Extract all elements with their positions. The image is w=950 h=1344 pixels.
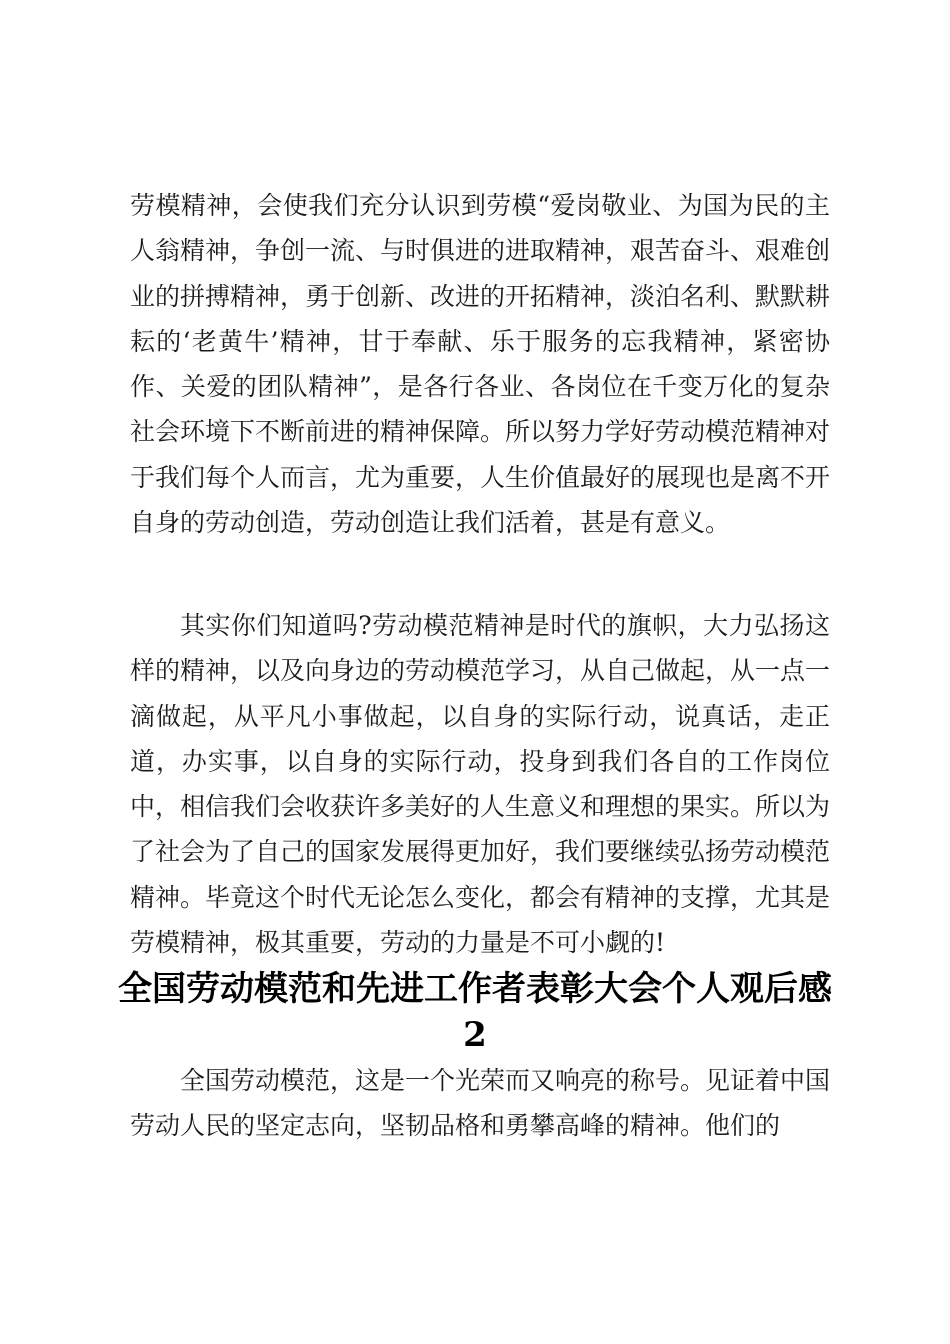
section-paragraph: 全国劳动模范，这是一个光荣而又响亮的称号。见证着中国劳动人民的坚定志向，坚韧品格和勇攀高峰的精神。他们的 (130, 1066, 831, 1141)
body-paragraph-1: 劳模精神，会使我们充分认识到劳模“爱岗敬业、为国为民的主人翁精神，争创一流、与时俱进的进取精神，艰苦奋斗、艰难创业的拼搏精神，勇于创新、改进的开拓精神，淡泊名利、默默耕耘的‘老黄牛’精神，甘于奉献、乐于服务的忘我精神，紧密协作、关爱的团队精神”，是各行各业、各岗位在千变万化的复杂社会环境下不断前进的精神保障。所以努力学好劳动模范精神对于我们每个人而言，尤为重要，人生价值最好的展现也是离不开自身的劳动创造，劳动创造让我们活着，甚是有意义。 (130, 191, 831, 538)
section-title: 全国劳动模范和先进工作者表彰大会个人观后感2 (118, 969, 832, 1055)
body-paragraph-2: 其实你们知道吗?劳动模范精神是时代的旗帜，大力弘扬这样的精神，以及向身边的劳动模范学习，从自己做起，从一点一滴做起，从平凡小事做起，以自身的实际行动，说真话，走正道，办实事，以自身的实际行动，投身到我们各自的工作岗位中，相信我们会收获许多美好的人生意义和理想的果实。所以为了社会为了自己的国家发展得更加好，我们要继续弘扬劳动模范精神。毕竟这个时代无论怎么变化，都会有精神的支撑，尤其是劳模精神，极其重要，劳动的力量是不可小觑的! (130, 611, 831, 958)
